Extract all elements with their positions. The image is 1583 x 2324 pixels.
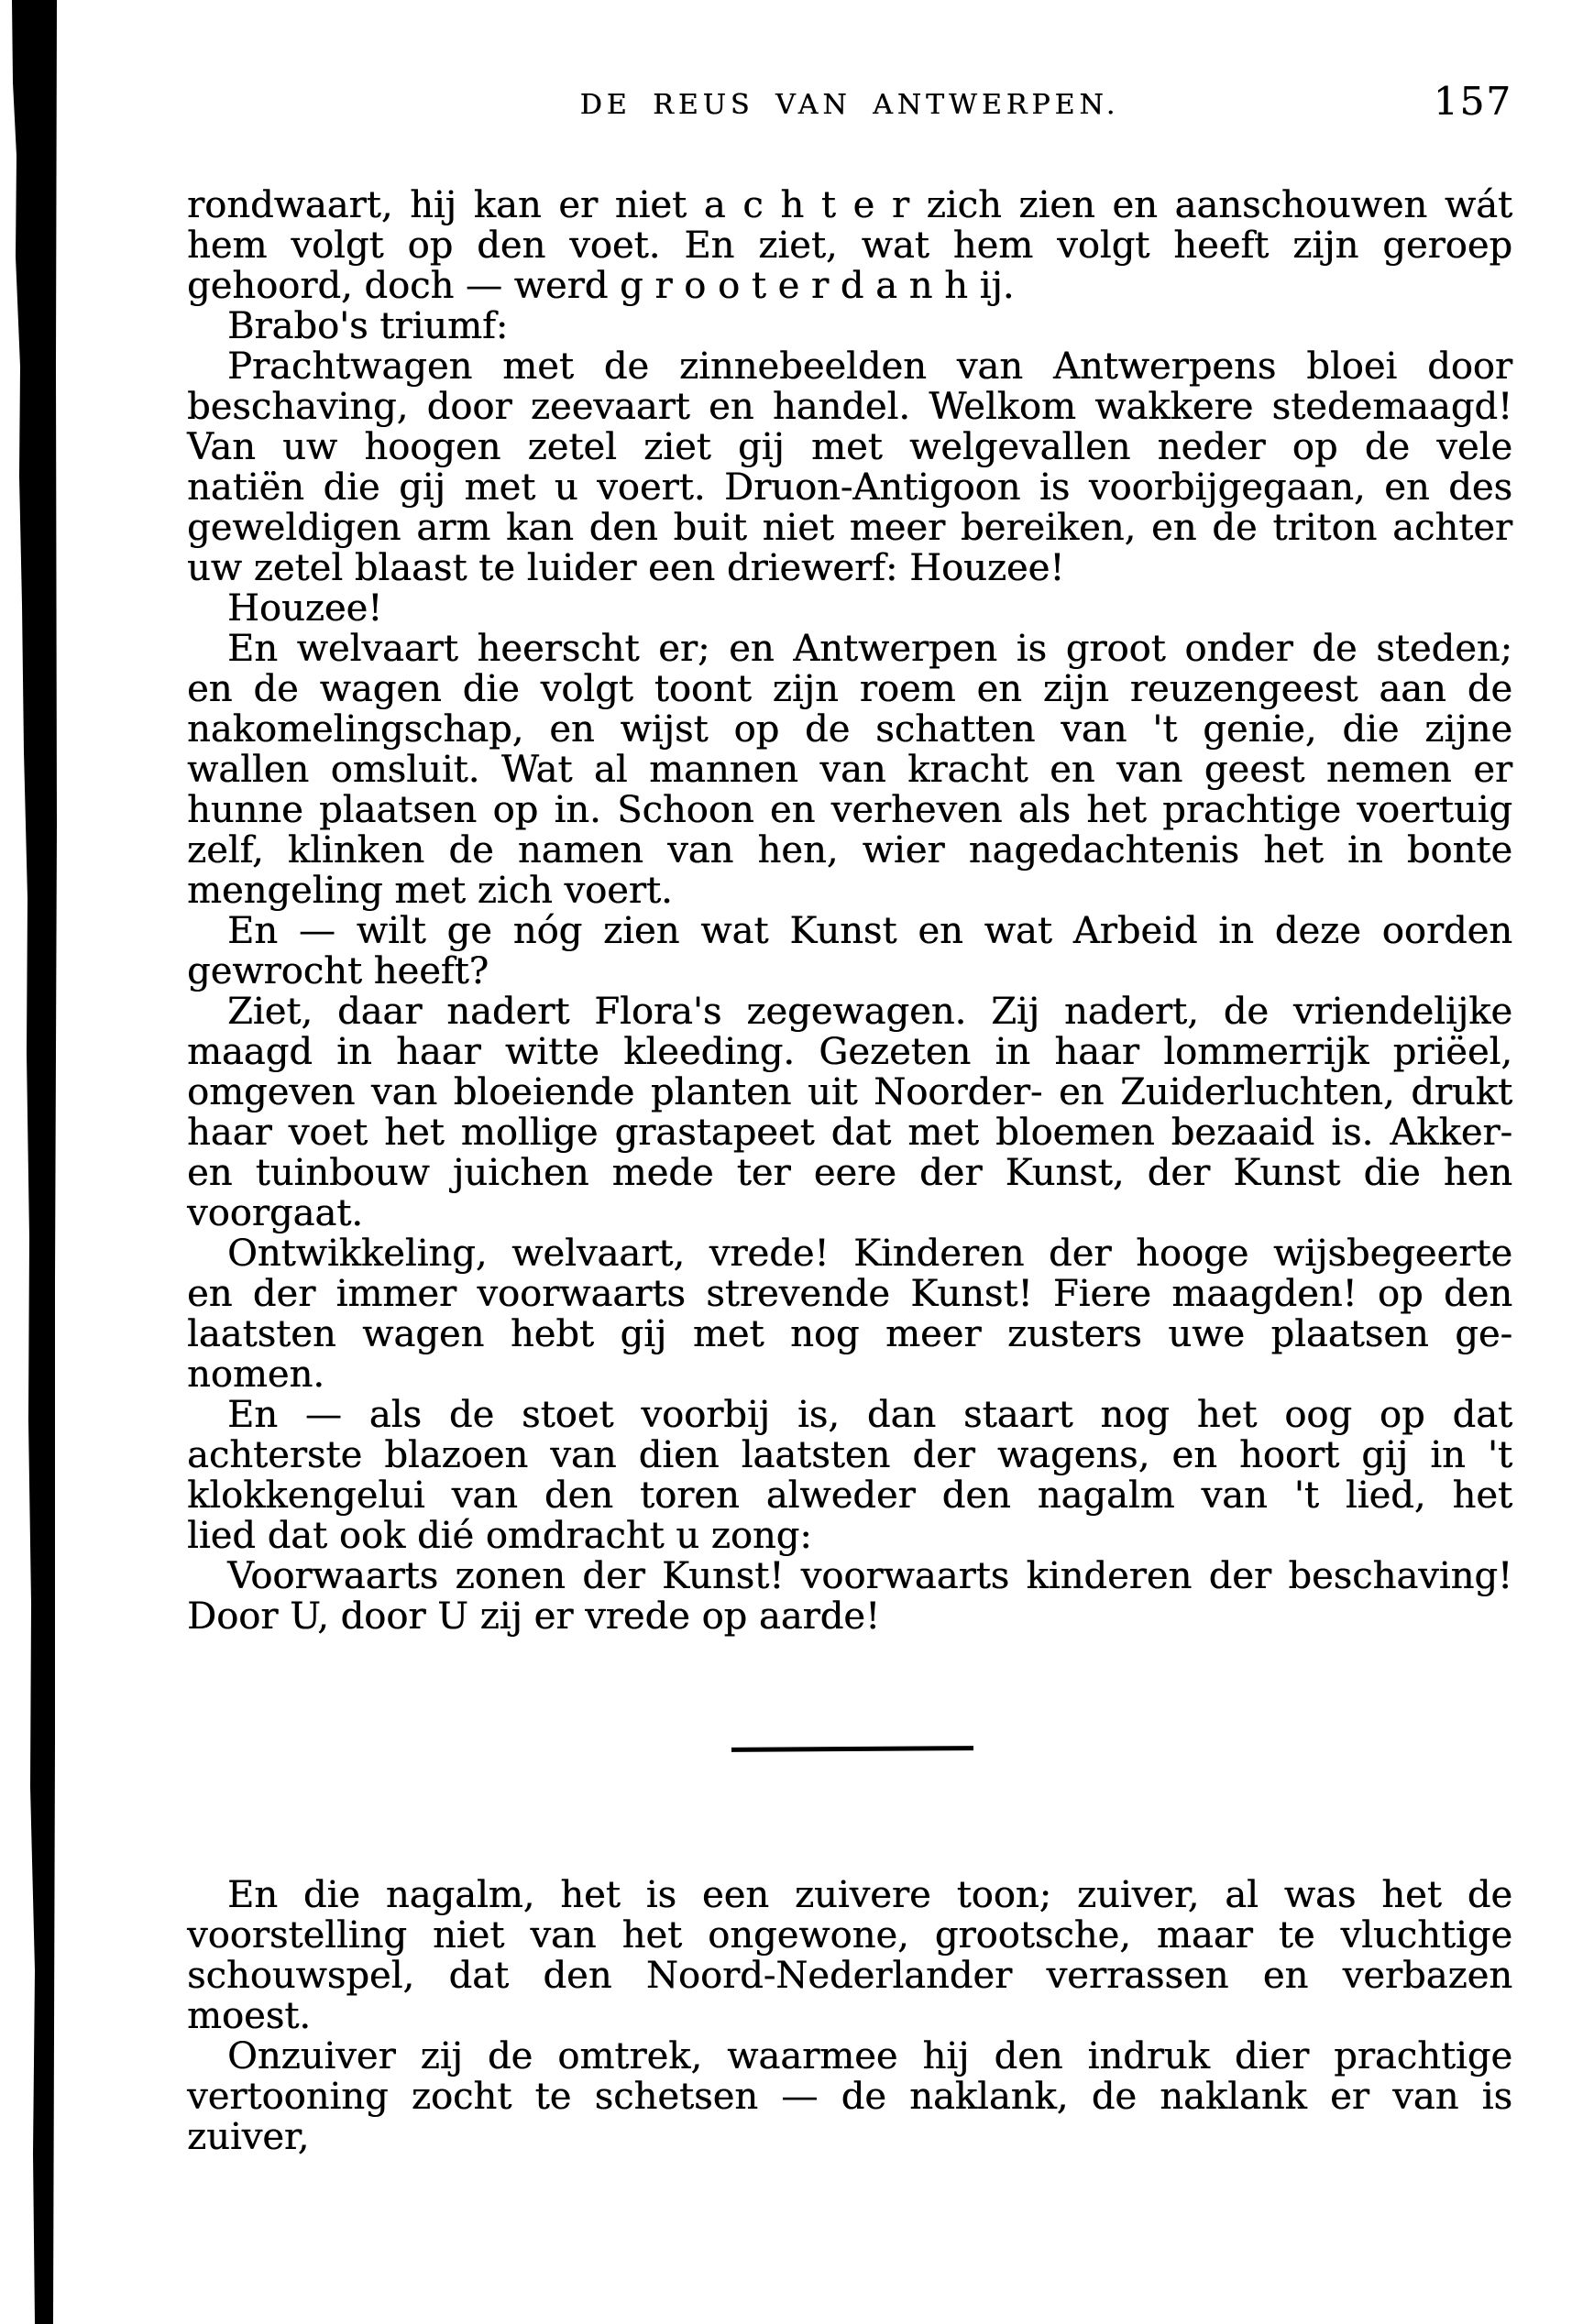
text-line: omgeven van bloeiende planten uit Noorder- en Zuiderluchten, drukt xyxy=(187,1071,1512,1113)
text-line: mengeling met zich voert. xyxy=(187,870,673,912)
text-line: gehoord, doch — werd g r o o t e r d a n h ij. xyxy=(187,265,1015,307)
text-line: schouwspel, dat den Noord-Nederlander verrassen en verbazen xyxy=(187,1955,1512,1997)
text-line: En — als de stoet voorbij is, dan staart nog het oog op dat xyxy=(227,1394,1512,1436)
text-line: En — wilt ge nóg zien wat Kunst en wat Arbeid in deze oorden xyxy=(227,910,1512,952)
text-line: nomen. xyxy=(187,1354,324,1396)
text-line: Houzee! xyxy=(227,587,383,630)
running-title: DE REUS VAN ANTWERPEN. xyxy=(579,89,1120,121)
text-line: En welvaart heerscht er; en Antwerpen is groot onder de steden; xyxy=(227,628,1512,670)
text-line: uw zetel blaast te luider een driewerf: Houzee! xyxy=(187,547,1065,589)
text-line: vertooning zocht te schetsen — de naklank, de naklank er van is xyxy=(187,2076,1512,2118)
text-line: gewrocht heeft? xyxy=(187,950,489,992)
binding-shadow xyxy=(0,0,59,2324)
text-line: nakomelingschap, en wijst op de schatten van 't genie, die zijne xyxy=(187,708,1512,751)
text-line: Prachtwagen met de zinnebeelden van Antwerpens bloei door xyxy=(227,345,1512,388)
text-line: Onzuiver zij de omtrek, waarmee hij den indruk dier prachtige xyxy=(227,2035,1512,2077)
text-line: beschaving, door zeevaart en handel. Welkom wakkere stedemaagd! xyxy=(187,386,1512,428)
text-line: zelf, klinken de namen van hen, wier nagedachtenis het in bonte xyxy=(187,829,1512,872)
text-line: hunne plaatsen op in. Schoon en verheven als het prachtige voertuig xyxy=(187,789,1512,831)
text-section-1 xyxy=(187,185,1512,1637)
text-section-2 xyxy=(187,1875,1512,2157)
text-line: Van uw hoogen zetel ziet gij met welgevallen neder op de vele xyxy=(187,426,1512,468)
text-line: En die nagalm, het is een zuivere toon; zuiver, al was het de xyxy=(227,1874,1512,1916)
text-line: geweldigen arm kan den buit niet meer bereiken, en de triton achter xyxy=(187,507,1512,549)
text-line: Ontwikkeling, welvaart, vrede! Kinderen der hooge wijsbegeerte xyxy=(227,1233,1512,1275)
text-line: hem volgt op den voet. En ziet, wat hem volgt heeft zijn geroep xyxy=(187,225,1512,267)
section-separator xyxy=(731,1746,973,1752)
text-line: rondwaart, hij kan er niet a c h t e r zich zien en aanschouwen wát xyxy=(187,184,1512,226)
text-line: klokkengelui van den toren alweder den nagalm van 't lied, het xyxy=(187,1474,1512,1517)
text-line: Door U, door U zij er vrede op aarde! xyxy=(187,1595,881,1638)
text-line: laatsten wagen hebt gij met nog meer zusters uwe plaatsen ge- xyxy=(187,1313,1512,1355)
text-line: Ziet, daar nadert Flora's zegewagen. Zij nadert, de vriendelijke xyxy=(227,991,1512,1033)
text-line: maagd in haar witte kleeding. Gezeten in haar lommerrijk priëel, xyxy=(187,1031,1512,1073)
page-number: 157 xyxy=(1433,79,1512,124)
text-line: natiën die gij met u voert. Druon-Antigoon is voorbijgegaan, en des xyxy=(187,466,1512,509)
text-line: voorstelling niet van het ongewone, grootsche, maar te vluchtige xyxy=(187,1914,1512,1957)
text-line: achterste blazoen van dien laatsten der wagens, en hoort gij in 't xyxy=(187,1434,1512,1476)
text-line: Voorwaarts zonen der Kunst! voorwaarts kinderen der beschaving! xyxy=(227,1555,1512,1597)
text-line: Brabo's triumf: xyxy=(227,305,509,347)
text-line: lied dat ook dié omdracht u zong: xyxy=(187,1515,812,1557)
text-line: haar voet het mollige grastapeet dat met bloemen bezaaid is. Akker- xyxy=(187,1112,1512,1154)
text-line: en tuinbouw juichen mede ter eere der Kunst, der Kunst die hen xyxy=(187,1152,1512,1194)
text-line: moest. xyxy=(187,1995,311,2037)
text-line: zuiver, xyxy=(187,2116,310,2158)
text-line: en de wagen die volgt toont zijn roem en zijn reuzengeest aan de xyxy=(187,668,1512,710)
text-line: en der immer voorwaarts strevende Kunst! Fiere maagden! op den xyxy=(187,1273,1512,1315)
text-line: voorgaat. xyxy=(187,1192,363,1234)
text-line: wallen omsluit. Wat al mannen van kracht en van geest nemen er xyxy=(187,749,1512,791)
